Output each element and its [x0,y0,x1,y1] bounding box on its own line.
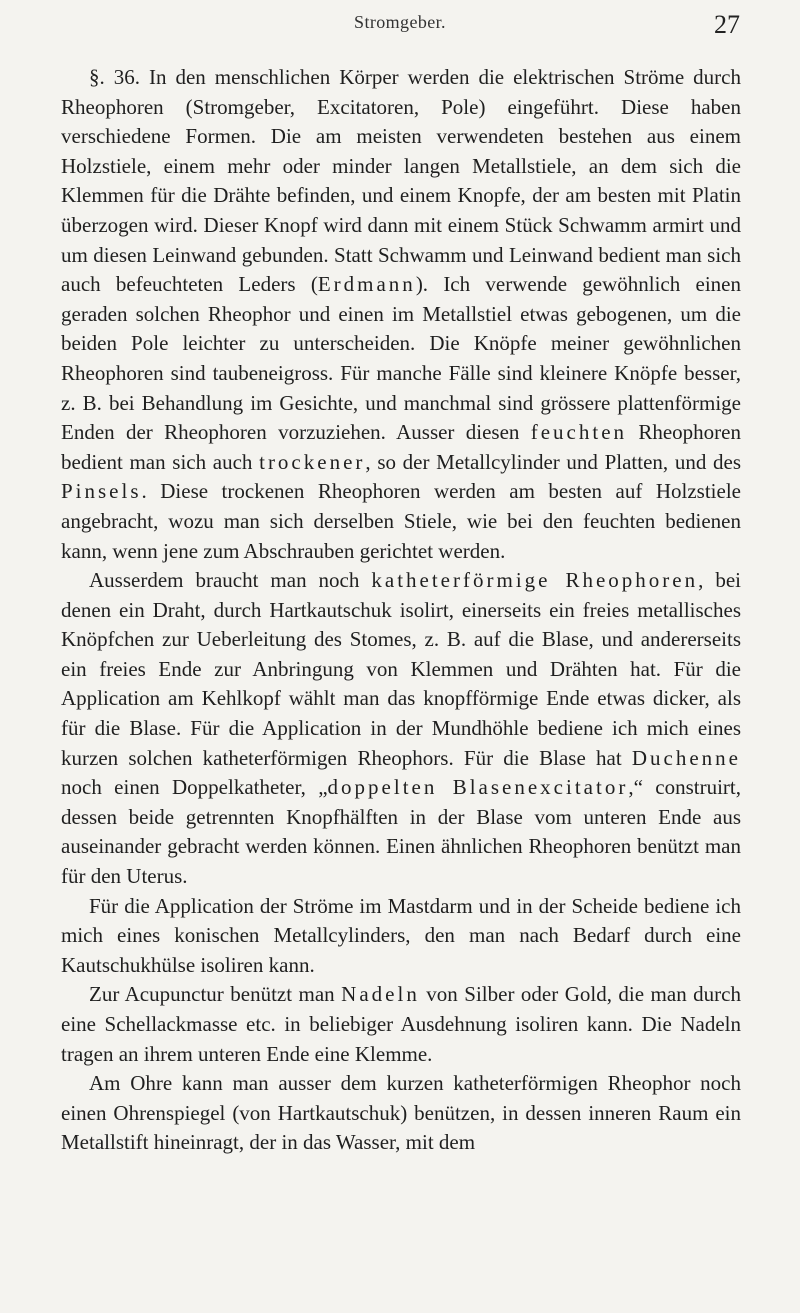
text-run: Für die Application der Ströme im Mastdarm und in der Scheide bediene ich mich eines konischen Metallcylinders, den man nach Bedarf durch eine Kautschukhülse isoliren kann. [61,893,741,977]
text-run: §. 36. In den menschlichen Körper werden die elektrischen Ströme durch Rheophoren (Stromgeber, Excitatoren, Pole) eingeführt. Diese haben verschiedene Formen. Die am meisten verwendeten bestehen aus einem Holzstiele, einem mehr oder minder langen Metallstiele, an dem sich die Klemmen für die Drähte befinden, und einem Knopfe, der am besten mit Platin überzogen wird. Dieser Knopf wird dann mit einem Stück Schwamm armirt und um diesen Leinwand gebunden. Statt Schwamm und Leinwand bedient man sich auch befeuchteten Leders ( [61,65,741,297]
spaced-name-erdmann: Erdmann [317,272,416,297]
spaced-term-blasenexcitator: doppelten Blasenexcitator [327,775,629,800]
text-run: noch einen Doppelkatheter, „ [61,775,328,800]
spaced-term-trockener: trockener [259,449,366,474]
spaced-name-duchenne: Duchenne [631,745,741,770]
spaced-term-katheterfoermige: katheterförmige Rheophoren [371,568,699,593]
text-run: , so der Metallcylinder und Platten, und des [365,449,741,474]
text-run: Rheophoren bedient man sich auch [61,420,741,474]
paragraph-ohr [61,1069,741,1158]
body-text [61,63,741,1158]
spaced-term-feuchten: feuchten [530,420,628,445]
page-number: 27 [714,10,740,39]
text-run: . Diese trockenen Rheophoren werden am besten auf Holzstiele angebracht, wozu man sich derselben Stiele, wie bei den feuchten bedienen kann, wenn jene zum Abschrauben gerichtet werden. [61,479,741,563]
spaced-term-nadeln: Nadeln [341,982,420,1007]
running-title: Stromgeber. [354,12,446,32]
text-run: , bei denen ein Draht, durch Hartkautschuk isolirt, einerseits ein freies metallisches Knöpfchen zur Ueberleitung des Stomes, z. B. auf die Blase, und andererseits ein freies Ende zur Anbringung von Klemmen und Drähten hat. Für die Application am Kehlkopf wählt man das knopfförmige Ende etwas dicker, als für die Blase. Für die Application in der Mundhöhle bediene ich mich eines kurzen solchen katheterförmigen Rheophors. Für die Blase hat [61,568,741,770]
text-run: ). Ich verwende gewöhnlich einen geraden solchen Rheophor und einen im Metallstiel etwas gebogenen, um die beiden Pole leichter zu unterscheiden. Die Knöpfe meiner gewöhnlichen Rheophoren sind taubeneigross. Für manche Fälle sind kleinere Knöpfe besser, z. B. bei Behandlung im Gesichte, und manchmal sind grössere plattenförmige Enden der Rheophoren vorzuziehen. Ausser diesen [61,272,741,445]
text-run: Am Ohre kann man ausser dem kurzen katheterförmigen Rheophor noch einen Ohrenspiegel (von Hartkautschuk) benützen, in dessen inneren Raum ein Metallstift hineinragt, der in das Wasser, mit dem [61,1071,741,1155]
spaced-term-pinsels: Pinsels [61,479,142,504]
text-run: ,“ construirt, dessen beide getrennten Knopfhälften in der Blase vom unteren Ende aus auseinander gebracht werden können. Einen ähnlichen Rheophoren benützt man für den Uterus. [61,775,741,889]
paragraph-katheter [61,566,741,892]
running-head [0,8,800,38]
paragraph-acupunctur [61,980,741,1069]
text-run: von Silber oder Gold, die man durch eine Schellackmasse etc. in beliebiger Ausdehnung isoliren kann. Die Nadeln tragen an ihrem unteren Ende eine Klemme. [61,982,741,1066]
paragraph-mastdarm [61,892,741,981]
text-run: Ausserdem braucht man noch [89,568,372,593]
paragraph-36-intro [61,63,741,566]
text-run: Zur Acupunctur benützt man [89,982,342,1007]
